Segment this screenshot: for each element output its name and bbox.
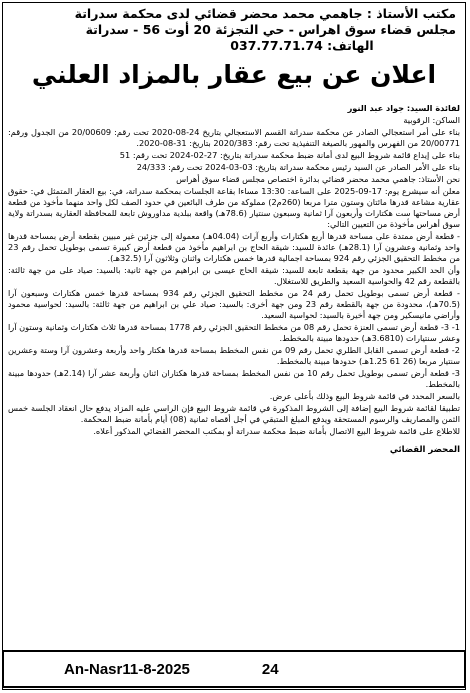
price-line: بالسعر المحدد في قائمة شروط البيع وذلك بأعلى عرض.	[269, 391, 460, 401]
bailiff-signature: المحضر القضائي	[389, 445, 460, 455]
residence-line: الساكن: الرقوبية	[403, 115, 460, 125]
beneficiary-line: لفائدة السيد: جواد عبد النور	[347, 103, 460, 113]
order-reference: بناء على أمر استعجالي الصادر عن محكمة سدراتة القسم الاستعجالي بتاريخ 24-08-2020 تحت رقم: 20/00609 من الجدول ورقم: 20/00771 من الفهرس والمهور بالصيغة التنفيذية تحت رقم: 2020/383 بتاريخ: 31-08-2020.	[8, 127, 460, 148]
president-order: بناء على الأمر الصادر عن السيد رئيس محكمة سدراتة بتاريخ: 03-03-2024 تحت رقم: 24/333	[136, 162, 460, 172]
consultation-line: للاطلاع على قائمة شروط البيع الاتصال بأمانة ضبط محكمة سدراتة أو بمكتب المحضر القضائي المذكور أعلاه.	[93, 426, 460, 436]
payment-terms: تطبيقا لقائمة شروط البيع إضافة إلى الشروط المذكورة في قائمة شروط البيع فإن الراسي عليه المزاد يدفع حال انعقاد الجلسة خمس الثمن والمصاريف والرسوم المستحقة ويدفع المبلغ المتبقي في أجل أقصاه ثمانية (08) أيام بأمانة ضبط المحكمة.	[8, 403, 460, 424]
parcel-description-2: - قطعة أرض تسمى بوطويل تحمل رقم 24 من مخطط التحقيق الجزئي رقم 934 بمساحة قدرها خمس هكتارات وسبعون آرا (70.5هـ)، محدودة من جهة بالقطعة رقم 23 ومن جهة أخرى: بالسيد: صياد علي بن ابراهيم من جهة ثالثة: بالسيد: لحواسية محمود وأراضي مانيسكير ومن جهة أخيرة بالسيد: لحواسية السعيد.	[8, 288, 460, 320]
newspaper-footer	[2, 650, 466, 688]
notice-body	[8, 103, 460, 437]
parcel-description-1: - قطعة أرض ممتدة على مساحة قدرها أربع هكتارات وأربع آرات (04.04هـ) معمولة إلى جزئين غير مبيين بقطعة أرض بمساحة قدرها واحد وثمانية وعشرون آرا (28.1هـ) عائدة للسيد: شيقة الحاج بن ابراهيم مأخوذ من قطعة أرض كبيرة تسمى بوطويل تحمل رقم 23 من مخطط التحقيق الجزئي رقم 924 بمساحة اجمالية قدرها خمس هكتارات واثنان وثلاثون آرا (32.5هـ).	[8, 231, 460, 263]
office-name: مكتب الأستاذ : جاهمي محمد محضر قضائي لدى محكمة سدراتة	[74, 6, 456, 21]
office-phone: الهاتف: 037.77.71.74	[230, 38, 374, 53]
bailiff-statement: نحن الأستاذ: جاهمي محمد محضر قضائي بدائرة اختصاص مجلس قضاء سوق أهراس	[176, 174, 460, 184]
edition-label: An-Nasr11-8-2025	[64, 660, 190, 678]
office-address: مجلس قضاء سوق اهراس - حي التجزئة 20 أوت 56 - سدراتة	[85, 22, 456, 37]
page-number: 24	[261, 660, 279, 678]
notice-headline: اعلان عن بيع عقار بالمزاد العلني	[31, 60, 437, 89]
conditions-deposit: بناء على إيداع قائمة شروط البيع لدى أمانة ضبط محكمة سدراتة بتاريخ: 27-02-2024 تحت رقم: 51	[119, 150, 460, 160]
parcel-description-4: 2- قطعة أرض تسمى القابل الطلري تحمل رقم 09 من نفس المخطط بمساحة قدرها هكتار واحد وأربعة وعشرون آرا وستة وعشرين سنتيار مربعا (26 61 1.25هـ) حدودها مبينة بالمخطط.	[8, 345, 460, 366]
sale-announcement: معلن أنه سيشرع يوم: 17-09-2025 على الساعة: 13:30 مساءا بقاعة الجلسات بمحكمة سدراتة، في: بيع العقار المتمثل في: حقوق عقارية مشاعة قدرها مائتان وستون مترا مربعا (260م2) مملوكة من طرف البائعين في حدود الصف لكل واحد منهما مأخوذ من قطعة أرض مساحتها ست هكتارات وأربعون آرا ثمانية وسبعون سنتيار (78.6هـ) واقعة ببلدية مداوروش تابعة للمحافظة العقارية بسدراتة ولاية سوق أهراس مأخوذة من التعيين التالي:	[8, 186, 460, 229]
bailiff-office-header	[8, 6, 460, 54]
parcel-description-5: 3- قطعة أرض تسمى بوطويل تحمل رقم 10 من نفس المخطط بمساحة قدرها هكتاران اثنان وأربعة عشر آرا (2.14هـ) حدودها مبينة بالمخطط.	[8, 368, 460, 389]
legal-notice	[2, 2, 466, 690]
parcel-boundaries-1: وأن الحد الكبير محدود من جهة بقطعة تابعة للسيد: شيقة الحاج عيسى بن ابراهيم من جهة ثانية: بالسيد: صياد على من جهة ثالثة: بالقطعة رقم 42 والحواسية السعيد والطريق للاستغلال.	[8, 265, 460, 286]
parcel-description-3: 1- 3- قطعة أرض تسمى العنزة تحمل رقم 08 من مخطط التحقيق الجزئي رقم 1778 بمساحة قدرها ثلاث هكتارات وثمانية وستون آرا وعشر سنتيارات (3.6810هـ) حدودها مبينة بالمخطط.	[8, 322, 460, 343]
